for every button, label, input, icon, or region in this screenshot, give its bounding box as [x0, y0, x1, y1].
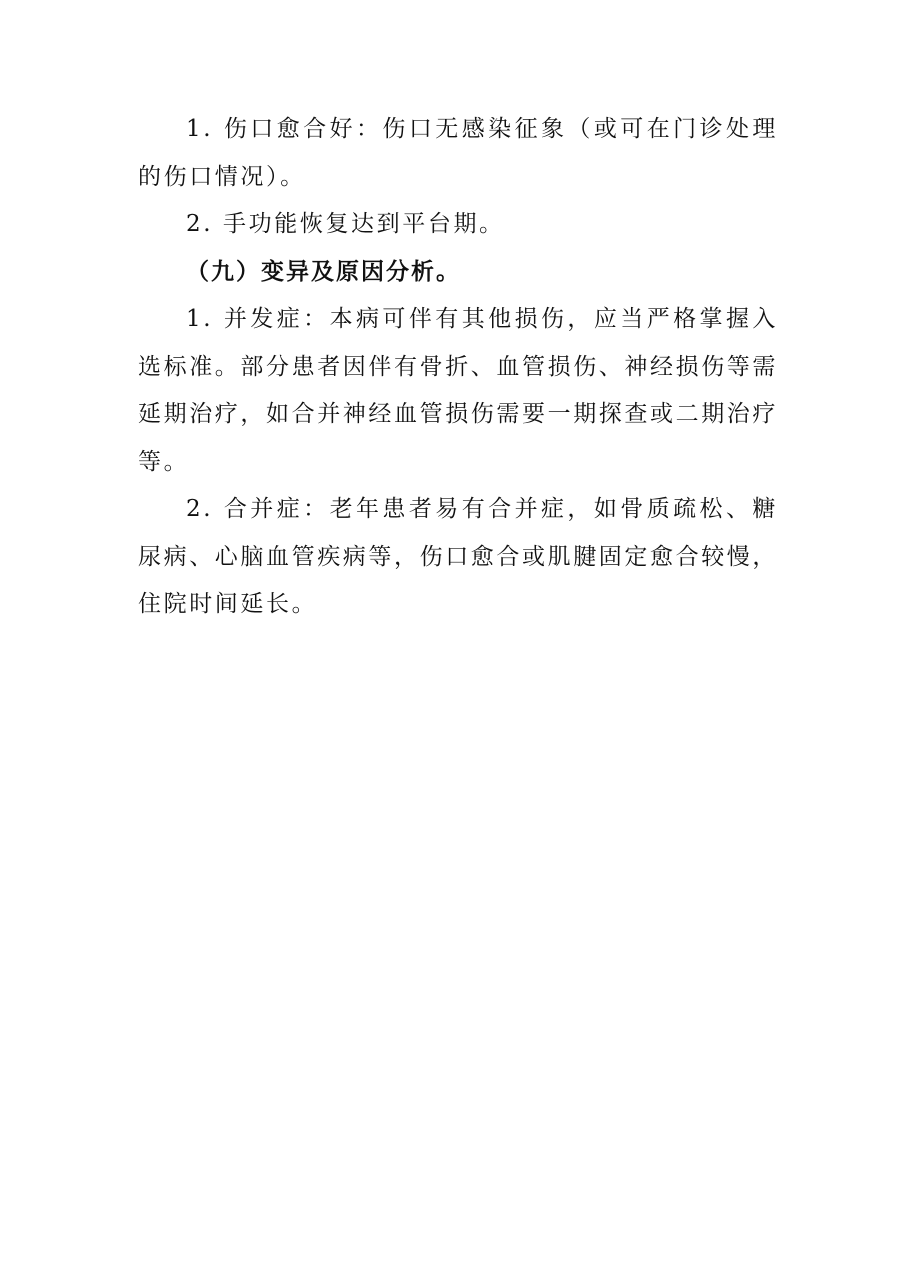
- discharge-criterion-wound-healing: 1. 伤口愈合好：伤口无感染征象（或可在门诊处理的伤口情况）。: [138, 116, 778, 190]
- variance-comorbidities: 2. 合并症：老年患者易有合并症，如骨质疏松、糖尿病、心脑血管疾病等，伤口愈合或肌腱固定愈合较慢，住院时间延长。: [138, 496, 778, 617]
- variance-complications: 1. 并发症：本病可伴有其他损伤，应当严格掌握入选标准。部分患者因伴有骨折、血管损伤、神经损伤等需延期治疗，如合并神经血管损伤需要一期探查或二期治疗等。: [138, 306, 778, 475]
- document-body: [138, 106, 778, 629]
- discharge-criterion-hand-function: 2. 手功能恢复达到平台期。: [186, 211, 505, 237]
- section-heading-variance-analysis: （九）变异及原因分析。: [186, 258, 461, 285]
